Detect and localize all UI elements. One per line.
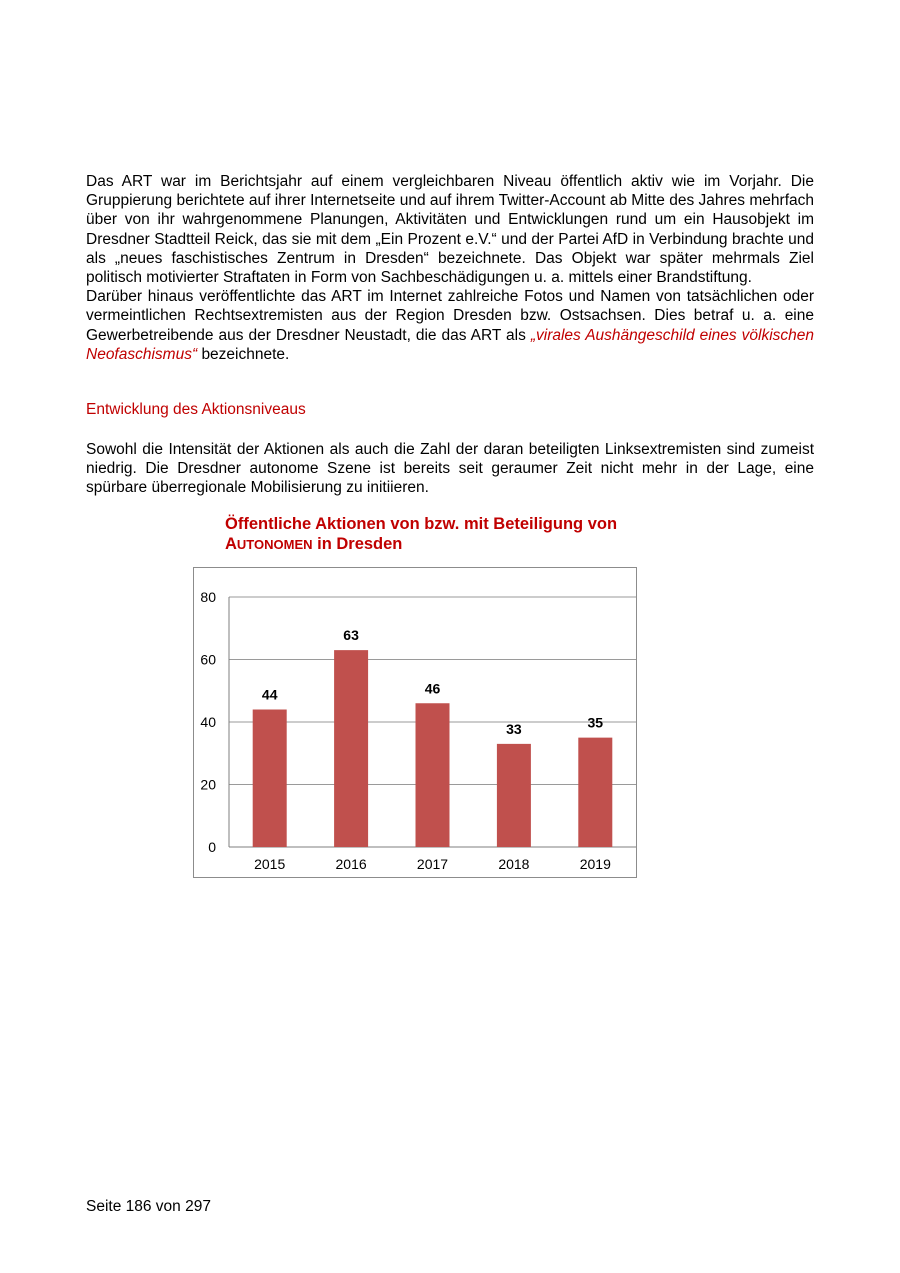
y-tick-label: 40 [200,714,216,730]
paragraph-text-a: Das ART war im Berichtsjahr auf einem vergleichbaren Niveau öffentlich aktiv wie im Vorjahr. Die Gruppierung berichtete auf ihrer Internetseite und auf ihrem Twitter-Account ab Mitte des Jahres mehrfach über von ihr wahrgenommene Planungen, Aktivitäten und Entwicklungen rund um ein Hausobjekt im Dresdner Stadtteil Reick, das sie mit dem „Ein Prozent e.V.“ und der Partei AfD in Verbindung brachte und als „neues faschistisches Zentrum in Dresden“ bezeichnete. Das Objekt war später mehrmals Ziel politisch motivierter Straftaten in Form von Sachbeschädigungen u. a. mittels einer Brandstiftung. [86,173,814,287]
chart-title-smallcaps: UTONOMEN [236,537,313,552]
paragraph-text-c: bezeichnete. [201,345,290,363]
data-label: 63 [343,627,359,644]
bar [416,703,450,847]
x-tick-label: 2018 [498,856,530,872]
data-label: 44 [261,686,278,703]
data-label: 46 [424,680,441,697]
section-heading: Entwicklung des Aktionsniveaus [86,401,306,418]
quote-text: „virales Aushängeschild eines völkischen Neofaschismus“ [86,326,814,363]
x-tick-label: 2016 [335,856,367,872]
chart-title-line1: Öffentliche Aktionen von bzw. mit Beteiligung von [225,515,618,533]
data-label: 35 [587,714,604,731]
chart-title-initial: A [225,535,237,553]
x-tick-label: 2015 [254,856,286,872]
bar [578,738,612,847]
bar [497,744,531,847]
y-tick-label: 20 [200,776,216,793]
bar [334,650,368,847]
page-footer: Seite 186 von 297 [86,1198,211,1215]
x-tick-label: 2019 [579,856,611,872]
data-label: 33 [506,720,522,737]
paragraph-action-level: Sowohl die Intensität der Aktionen als auch die Zahl der daran beteiligten Linksextremisten sind zumeist niedrig. Die Dresdner autonome Szene ist bereits seit geraumer Zeit nicht mehr in der Lage, eine spürbare überregionale Mobilisierung zu initiieren. [86,441,814,497]
x-tick-label: 2017 [416,856,449,872]
y-tick-label: 60 [200,651,216,668]
y-tick-label: 0 [208,839,216,855]
bar [253,710,287,848]
chart-title-rest: in Dresden [312,535,403,553]
y-tick-label: 80 [200,589,216,605]
paragraph-text-b: Darüber hinaus veröffentlichte das ART im Internet zahlreiche Fotos und Namen von tatsächlichen oder vermeintlichen Rechtsextremisten aus der Region Dresden bzw. Ostsachsen. Dies betraf u. a. eine Gewerbetreibende aus der Dresdner Neustadt, die das ART als [86,288,814,344]
